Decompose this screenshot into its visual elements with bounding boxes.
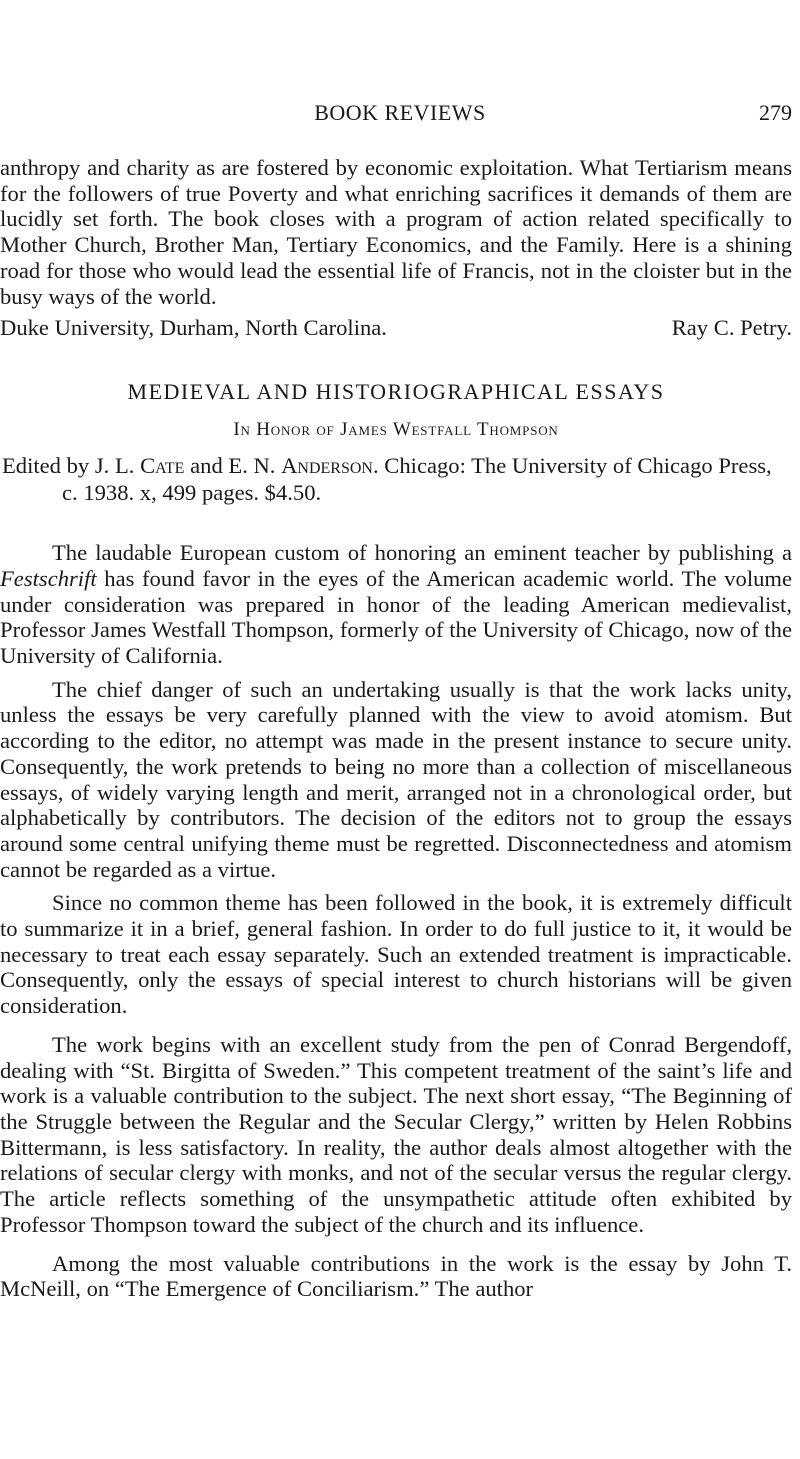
- book-citation: [0, 452, 792, 506]
- page-number: 279: [759, 100, 792, 125]
- reviewer-name: Ray C. Petry.: [671, 315, 792, 341]
- review-paragraph-4: The work begins with an excellent study from the pen of Conrad Bergendoff, dealing with “St. Birgitta of Sweden.” This competent treatment of the saint’s life and work is a valuable contribution to the subject. The next short essay, “The Beginning of the Struggle between the Regular and the Secular Clergy,” written by Helen Robbins Bittermann, is less satisfactory. In reality, the author deals almost altogether with the relations of secular clergy with monks, and not of the secular versus the regular clergy. The article reflects something of the unsympathetic attitude often exhibited by Professor Thompson toward the subject of the church and its influence.: [0, 1031, 792, 1237]
- previous-review-paragraph: anthropy and charity as are fostered by economic exploitation. What Tertiarism means for the followers of true Poverty and what enriching sacrifices it demands of them are lucidly set forth. The book closes with a program of action related specifically to Mother Church, Brother Man, Tertiary Economics, and the Family. Here is a shining road for those who would lead the essential life of Francis, not in the cloister but in the busy ways of the world.: [0, 155, 792, 309]
- citation-mid: and E. N.: [184, 453, 282, 479]
- editor-cate: Cate: [140, 453, 185, 479]
- festschrift-term: Festschrift: [0, 565, 97, 591]
- review-paragraph-2: The chief danger of such an undertaking usually is that the work lacks unity, unless the essays be very carefully planned with the view to avoid atomism. But according to the editor, no attempt was made in the present instance to secure unity. Consequently, the work pretends to being no more than a collection of miscellaneous essays, of widely varying length and merit, arranged not in a chronological order, but alphabetically by contributors. The decision of the editors not to group the essays around some central unifying theme must be regretted. Disconnectedness and atomism cannot be regarded as a virtue.: [0, 676, 792, 882]
- citation-publisher: . Chicago: The University of Chicago Press, c. 1938. x, 499 pages. $4.50.: [62, 453, 772, 506]
- review-paragraph-5: Among the most valuable contributions in the work is the essay by John T. McNeill, on “The Emergence of Conciliarism.” The author: [0, 1250, 792, 1302]
- running-head: BOOK REVIEWS: [314, 100, 486, 125]
- page-body: [0, 155, 792, 1302]
- p1-text-end: has found favor in the eyes of the American academic world. The volume under consideration was prepared in honor of the leading American medievalist, Professor James Westfall Thompson, formerly of the University of Chicago, now of the University of California.: [0, 565, 792, 669]
- p1-text-start: The laudable European custom of honoring an eminent teacher by publishing a: [52, 540, 792, 566]
- reviewer-signature: [0, 315, 792, 341]
- editor-anderson: Anderson: [281, 453, 373, 479]
- review-paragraph-3: Since no common theme has been followed in the book, it is extremely difficult to summarize it in a brief, general fashion. In order to do full justice to it, it would be necessary to treat each essay separately. Such an extended treatment is impracticable. Consequently, only the essays of special interest to church historians will be given consideration.: [0, 890, 792, 1019]
- reviewer-affiliation: Duke University, Durham, North Carolina.: [0, 315, 387, 341]
- review-title: MEDIEVAL AND HISTORIOGRAPHICAL ESSAYS: [127, 379, 665, 405]
- citation-prefix: Edited by J. L.: [2, 453, 141, 479]
- review-subtitle: In Honor of James Westfall Thompson: [233, 419, 559, 441]
- review-paragraph-1: [0, 540, 792, 669]
- page-header: [0, 100, 800, 132]
